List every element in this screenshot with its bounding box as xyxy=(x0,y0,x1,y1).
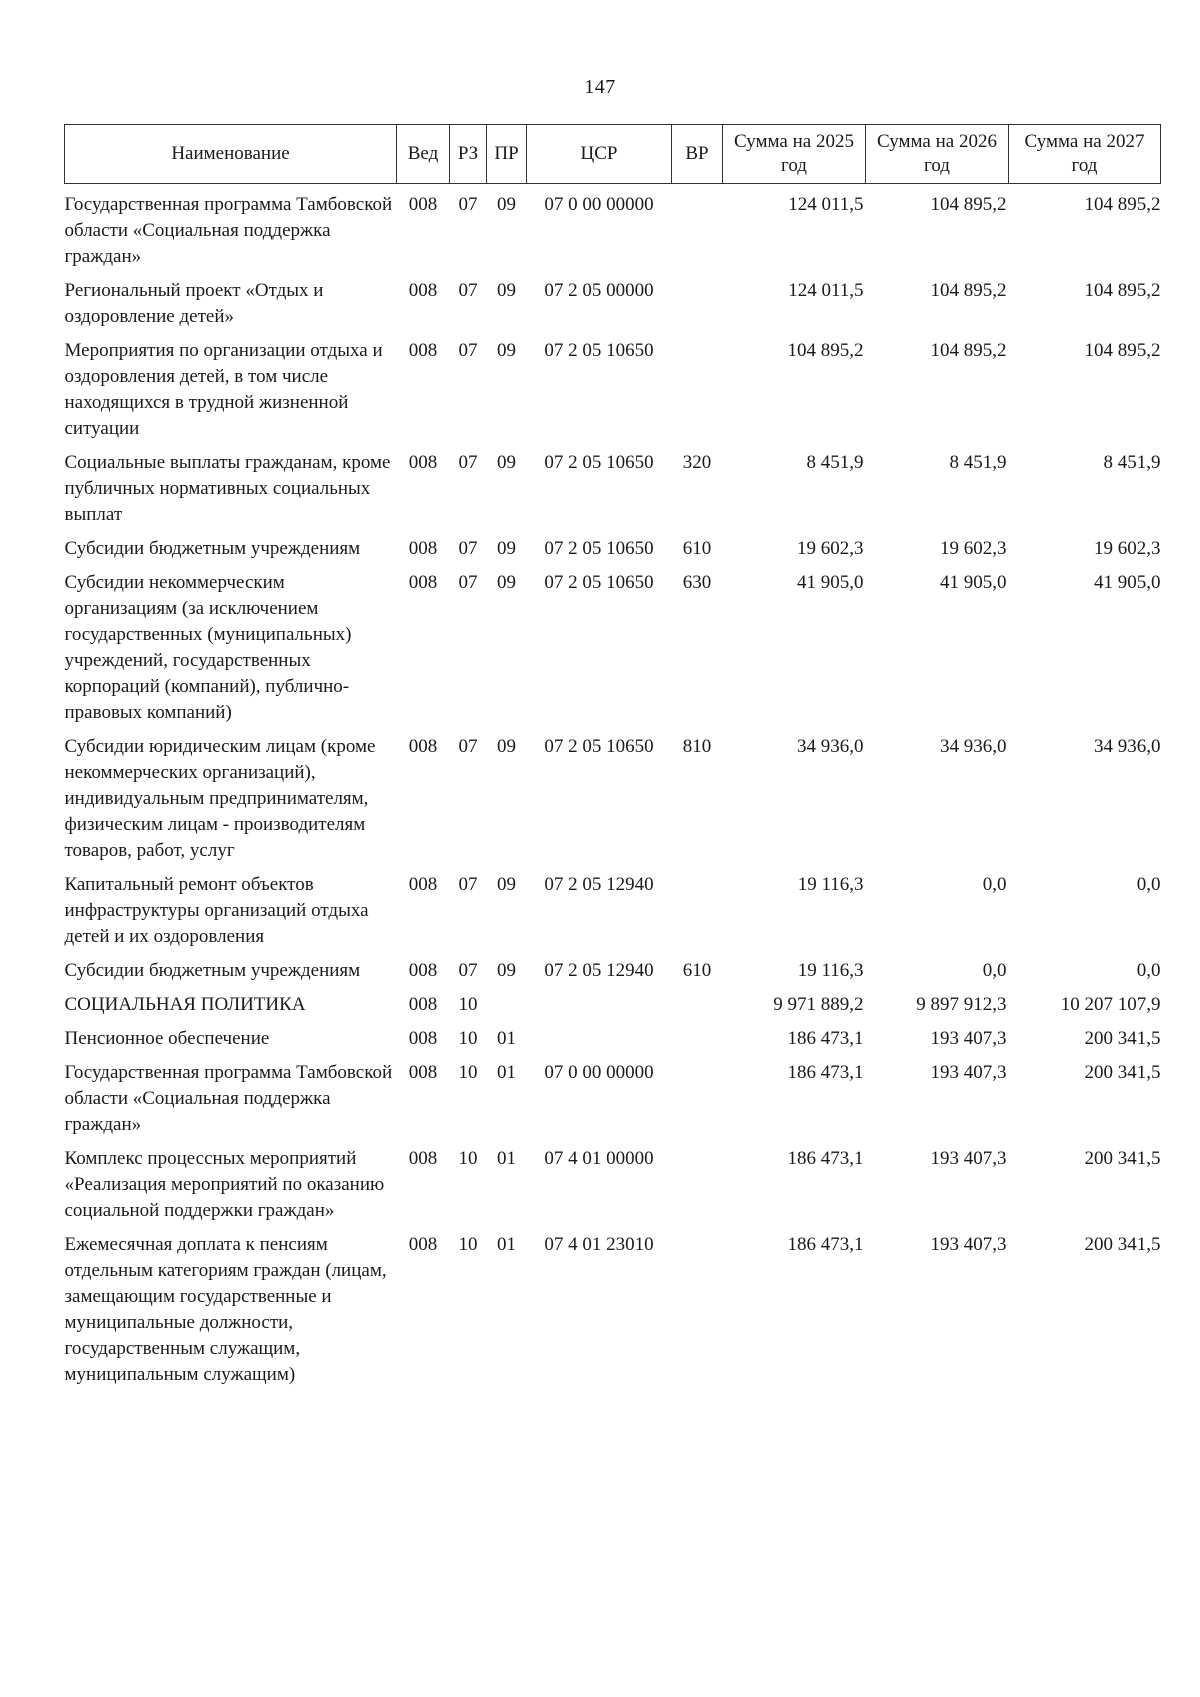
cell-name: Государственная программа Тамбовской области «Социальная поддержка граждан» xyxy=(64,194,393,267)
cell-csr: 07 2 05 10650 xyxy=(544,538,654,559)
cell-vr xyxy=(672,1060,723,1146)
cell-sum-2026: 0,0 xyxy=(982,960,1007,981)
cell-sum-2025: 124 011,5 xyxy=(788,280,864,301)
cell-ved: 008 xyxy=(408,736,438,757)
cell-csr: 07 0 00 00000 xyxy=(544,1062,654,1083)
cell-pr: 01 xyxy=(497,1148,516,1169)
cell-ved: 008 xyxy=(408,1234,438,1255)
cell-pr: 01 xyxy=(497,1028,516,1049)
cell-sum-2026: 104 895,2 xyxy=(930,340,1007,361)
budget-table-container xyxy=(64,124,1160,1396)
cell-pr: 09 xyxy=(497,538,516,559)
cell-sum-2026: 104 895,2 xyxy=(930,194,1007,215)
cell-pr: 09 xyxy=(497,572,516,593)
cell-sum-2027: 19 602,3 xyxy=(1094,538,1161,559)
cell-sum-2025: 8 451,9 xyxy=(806,452,864,473)
cell-sum-2025: 104 895,2 xyxy=(787,340,864,361)
cell-sum-2027: 8 451,9 xyxy=(1103,452,1161,473)
cell-pr: 01 xyxy=(497,1234,516,1255)
cell-name: Субсидии бюджетным учреждениям xyxy=(64,960,361,981)
cell-sum-2027: 104 895,2 xyxy=(1084,194,1161,215)
header-csr: ЦСР xyxy=(527,125,672,184)
cell-name: Капитальный ремонт объектов инфраструктуры организаций отдыха детей и их оздоровления xyxy=(64,874,369,947)
cell-ved: 008 xyxy=(408,194,438,215)
cell-sum-2026: 34 936,0 xyxy=(940,736,1007,757)
cell-ved: 008 xyxy=(408,874,438,895)
table-row xyxy=(65,958,1161,992)
cell-sum-2026: 0,0 xyxy=(982,874,1007,895)
cell-rz: 10 xyxy=(458,1028,478,1049)
cell-sum-2027: 10 207 107,9 xyxy=(1060,994,1161,1015)
cell-csr: 07 2 05 10650 xyxy=(544,340,654,361)
cell-sum-2027: 104 895,2 xyxy=(1084,280,1161,301)
cell-name: Социальные выплаты гражданам, кроме публичных нормативных социальных выплат xyxy=(64,452,391,525)
table-row xyxy=(65,338,1161,450)
cell-name: Государственная программа Тамбовской области «Социальная поддержка граждан» xyxy=(64,1062,393,1135)
cell-name: Мероприятия по организации отдыха и оздоровления детей, в том числе находящихся в трудной жизненной ситуации xyxy=(64,340,383,439)
cell-rz: 07 xyxy=(458,340,478,361)
cell-rz: 07 xyxy=(458,280,478,301)
cell-name: Ежемесячная доплата к пенсиям отдельным категориям граждан (лицам, замещающим государственные и муниципальные должности, государственным служащим, муниципальным служащим) xyxy=(64,1234,387,1385)
cell-ved: 008 xyxy=(408,340,438,361)
table-row xyxy=(65,872,1161,958)
cell-vr xyxy=(672,338,723,450)
table-row xyxy=(65,278,1161,338)
cell-pr: 01 xyxy=(497,1062,516,1083)
header-sum-2025: Сумма на 2025 год xyxy=(723,125,866,184)
cell-csr: 07 4 01 00000 xyxy=(544,1148,654,1169)
table-row xyxy=(65,1026,1161,1060)
cell-vr xyxy=(672,1232,723,1396)
cell-sum-2026: 8 451,9 xyxy=(949,452,1007,473)
header-rz: РЗ xyxy=(450,125,487,184)
cell-csr: 07 4 01 23010 xyxy=(544,1234,654,1255)
cell-sum-2025: 34 936,0 xyxy=(797,736,864,757)
cell-sum-2025: 186 473,1 xyxy=(787,1148,864,1169)
cell-name: Комплекс процессных мероприятий «Реализация мероприятий по оказанию социальной поддержки граждан» xyxy=(64,1148,385,1221)
cell-rz: 10 xyxy=(458,1234,478,1255)
cell-sum-2027: 0,0 xyxy=(1136,874,1161,895)
cell-csr: 07 2 05 00000 xyxy=(544,280,654,301)
cell-sum-2026: 104 895,2 xyxy=(930,280,1007,301)
cell-sum-2025: 186 473,1 xyxy=(787,1234,864,1255)
cell-vr: 810 xyxy=(682,736,712,757)
cell-vr: 320 xyxy=(682,452,712,473)
cell-sum-2026: 193 407,3 xyxy=(930,1234,1007,1255)
cell-csr: 07 2 05 10650 xyxy=(544,452,654,473)
cell-sum-2027: 200 341,5 xyxy=(1084,1234,1161,1255)
cell-name: Субсидии бюджетным учреждениям xyxy=(64,538,361,559)
cell-sum-2027: 200 341,5 xyxy=(1084,1028,1161,1049)
cell-ved: 008 xyxy=(408,538,438,559)
cell-rz: 07 xyxy=(458,452,478,473)
cell-vr: 610 xyxy=(682,538,712,559)
cell-pr: 09 xyxy=(497,452,516,473)
cell-pr: 09 xyxy=(497,340,516,361)
cell-sum-2027: 200 341,5 xyxy=(1084,1062,1161,1083)
cell-sum-2026: 193 407,3 xyxy=(930,1062,1007,1083)
table-row xyxy=(65,1232,1161,1396)
cell-pr: 09 xyxy=(497,194,516,215)
cell-sum-2026: 9 897 912,3 xyxy=(916,994,1007,1015)
cell-vr xyxy=(672,1146,723,1232)
cell-vr xyxy=(672,872,723,958)
header-sum-2026: Сумма на 2026 год xyxy=(866,125,1009,184)
table-body xyxy=(65,184,1161,1397)
table-row xyxy=(65,536,1161,570)
cell-csr: 07 2 05 12940 xyxy=(544,960,654,981)
cell-csr xyxy=(527,1026,672,1060)
cell-vr xyxy=(672,184,723,279)
cell-name: Субсидии некоммерческим организациям (за исключением государственных (муниципальных) учреждений, государственных корпораций (компаний), публично-правовых компаний) xyxy=(64,572,352,723)
cell-sum-2026: 41 905,0 xyxy=(940,572,1007,593)
cell-ved: 008 xyxy=(408,1028,438,1049)
cell-sum-2025: 124 011,5 xyxy=(788,194,864,215)
cell-sum-2027: 104 895,2 xyxy=(1084,340,1161,361)
cell-sum-2025: 186 473,1 xyxy=(787,1028,864,1049)
table-row xyxy=(65,1060,1161,1146)
table-row xyxy=(65,450,1161,536)
cell-sum-2026: 193 407,3 xyxy=(930,1028,1007,1049)
cell-rz: 10 xyxy=(458,1148,478,1169)
cell-sum-2025: 9 971 889,2 xyxy=(773,994,864,1015)
cell-sum-2027: 41 905,0 xyxy=(1094,572,1161,593)
cell-csr: 07 2 05 12940 xyxy=(544,874,654,895)
cell-ved: 008 xyxy=(408,960,438,981)
table-row xyxy=(65,992,1161,1026)
table-header xyxy=(65,125,1161,184)
table-row xyxy=(65,1146,1161,1232)
cell-sum-2027: 200 341,5 xyxy=(1084,1148,1161,1169)
cell-ved: 008 xyxy=(408,1062,438,1083)
cell-sum-2026: 193 407,3 xyxy=(930,1148,1007,1169)
cell-ved: 008 xyxy=(408,280,438,301)
cell-vr xyxy=(672,1026,723,1060)
cell-rz: 07 xyxy=(458,572,478,593)
cell-pr: 09 xyxy=(497,280,516,301)
cell-ved: 008 xyxy=(408,452,438,473)
cell-pr: 09 xyxy=(497,736,516,757)
table-row xyxy=(65,734,1161,872)
cell-ved: 008 xyxy=(408,572,438,593)
cell-pr xyxy=(487,992,527,1026)
cell-vr xyxy=(672,992,723,1026)
cell-rz: 07 xyxy=(458,960,478,981)
cell-sum-2025: 41 905,0 xyxy=(797,572,864,593)
cell-rz: 07 xyxy=(458,194,478,215)
header-pr: ПР xyxy=(487,125,527,184)
header-name: Наименование xyxy=(65,125,397,184)
cell-name: Региональный проект «Отдых и оздоровление детей» xyxy=(64,280,324,327)
cell-rz: 07 xyxy=(458,736,478,757)
cell-name: Субсидии юридическим лицам (кроме некоммерческих организаций), индивидуальным предпринимателям, физическим лицам - производителям товаров, работ, услуг xyxy=(64,736,376,861)
cell-pr: 09 xyxy=(497,874,516,895)
cell-rz: 10 xyxy=(458,1062,478,1083)
header-vr: ВР xyxy=(672,125,723,184)
header-sum-2027: Сумма на 2027 год xyxy=(1009,125,1161,184)
cell-sum-2027: 34 936,0 xyxy=(1094,736,1161,757)
cell-ved: 008 xyxy=(408,1148,438,1169)
header-ved: Вед xyxy=(397,125,450,184)
cell-rz: 10 xyxy=(458,994,478,1015)
header-row xyxy=(65,125,1161,184)
cell-csr: 07 2 05 10650 xyxy=(544,572,654,593)
cell-rz: 07 xyxy=(458,538,478,559)
cell-csr: 07 0 00 00000 xyxy=(544,194,654,215)
cell-sum-2026: 19 602,3 xyxy=(940,538,1007,559)
cell-csr: 07 2 05 10650 xyxy=(544,736,654,757)
table-row xyxy=(65,570,1161,734)
table-row xyxy=(65,184,1161,279)
cell-vr xyxy=(672,278,723,338)
cell-ved: 008 xyxy=(408,994,438,1015)
cell-sum-2025: 19 602,3 xyxy=(797,538,864,559)
cell-vr: 610 xyxy=(682,960,712,981)
cell-csr xyxy=(527,992,672,1026)
cell-rz: 07 xyxy=(458,874,478,895)
budget-table xyxy=(64,124,1161,1396)
cell-sum-2025: 19 116,3 xyxy=(797,960,864,981)
cell-sum-2025: 19 116,3 xyxy=(797,874,864,895)
cell-pr: 09 xyxy=(497,960,516,981)
cell-name: СОЦИАЛЬНАЯ ПОЛИТИКА xyxy=(64,994,306,1015)
cell-name: Пенсионное обеспечение xyxy=(64,1028,270,1049)
cell-sum-2027: 0,0 xyxy=(1136,960,1161,981)
cell-vr: 630 xyxy=(682,572,712,593)
page-number: 147 xyxy=(584,76,616,98)
cell-sum-2025: 186 473,1 xyxy=(787,1062,864,1083)
